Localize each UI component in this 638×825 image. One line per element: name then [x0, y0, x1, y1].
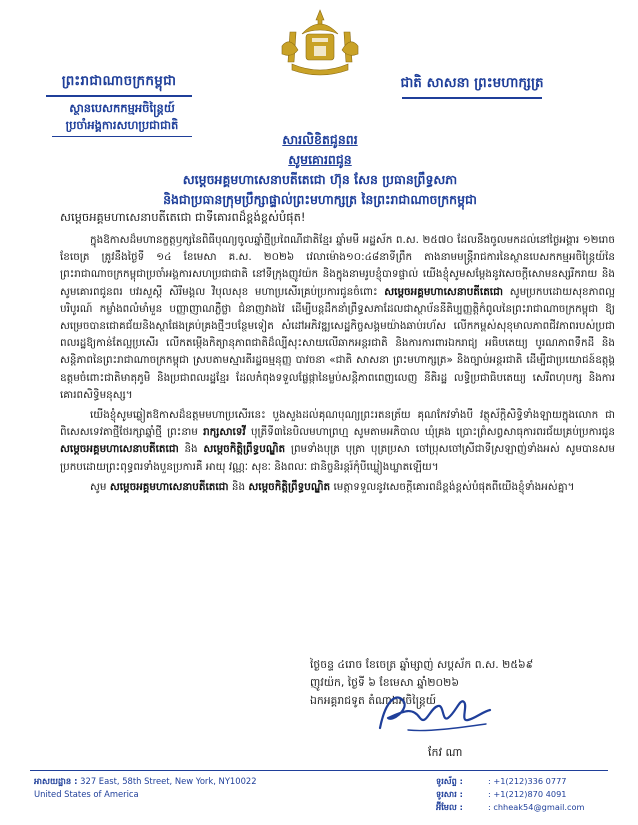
paragraph-2-text: យើងខ្ញុំសូមឆ្លៀតឱកាសដ៏ឧត្តមមហាប្រសើរនេះ បួងសួងដល់គុណបុណ្យព្រះរតនត្រ័យ គុណកែវទាំងបី វត្ថុស័ក្តិសិទ្ធិទាំងឡាយក្នុងលោក ជាពិសេសទេវតាថ្មីថែរក្សាឆ្នាំថ្មី ព្រះនាម — [60, 409, 615, 439]
email-label: អ៊ីមែល : — [436, 802, 463, 812]
tel-label: ទូរស័ព្ទ : — [436, 776, 463, 786]
place-date: ញូវយ៉ក, ថ្ងៃទី ៦ ខែមេសា ឆ្នាំ២០២៦ — [310, 676, 459, 689]
paragraph-3-tail: មេត្តាទទួលនូវសេចក្តីគោរពដ៏ខ្ពង់ខ្ពស់បំផុតពីយើងខ្ញុំទាំងអស់គ្នា។ — [333, 480, 575, 493]
letter-type-title: សារលិខិតជូនពរ — [282, 132, 358, 147]
paragraph-3-bold-2: សម្តេចកិត្តិព្រឹទ្ធបណ្ឌិត — [248, 480, 331, 493]
paragraph-2-bold: រាក្សសាទេវី — [203, 426, 246, 439]
paragraph-2-tail: ព្រមទាំងបុត្រ បុត្រា បុត្រប្រសា ចៅប្រុសចៅស្រីជាទីស្រឡាញ់ទាំងអស់ សូមបានសមប្រកបដោយព្រះពុទ្ធពរទាំងបួនប្រការគឺ អាយុ វណ្ណៈ សុខៈ និងពលៈ ជានិច្ចនិរន្តរ៍កុំបីឃ្លៀងឃ្លាតឡើយ។ — [60, 443, 615, 473]
national-motto-text: ជាតិ សាសនា ព្រះមហាក្សត្រ — [400, 75, 544, 91]
national-motto — [382, 74, 562, 99]
addressee-intro: សូមគោរពជូន — [288, 152, 352, 167]
title-block — [30, 130, 610, 210]
country-value: United States of America — [34, 789, 139, 799]
signer-name: កែវ ណា — [428, 746, 463, 759]
paragraph-3 — [60, 479, 615, 496]
address-row — [34, 775, 334, 788]
email-row — [436, 801, 632, 814]
tel-row — [436, 775, 632, 788]
signer-title: ឯកអគ្គរាជទូត តំណាងអចិន្ត្រៃយ៍ — [310, 694, 437, 707]
footer-contacts — [436, 775, 632, 814]
email-value: : chheak54@gmail.com — [488, 802, 585, 812]
kingdom-underline — [46, 95, 192, 97]
handwritten-signature — [368, 688, 498, 738]
embassy-line2: ប្រចាំអង្គការសហប្រជាជាតិ — [65, 118, 179, 132]
paragraph-1 — [60, 232, 615, 404]
paragraph-2-bold-2: សម្តេចអគ្គមហាសេនាបតីតេជោ — [60, 443, 179, 456]
letter-body — [60, 232, 615, 499]
lunar-date: ថ្ងៃចន្ទ ៤រោច ខែចេត្រ ឆ្នាំម្សាញ់ សប្តស័ក ព.ស. ២៥៦៩ — [310, 658, 534, 671]
fax-row — [436, 788, 632, 801]
addressee-name: សម្តេចអគ្គមហាសេនាបតីតេជោ ហ៊ុន សែន ប្រធានព្រឹទ្ធសភា — [182, 172, 458, 187]
paragraph-3-bold: សម្តេចអគ្គមហាសេនាបតីតេជោ — [109, 480, 229, 493]
fax-value: : +1(212)870 4091 — [488, 789, 567, 799]
paragraph-2-mid: បុត្រីទី៣នៃបិលមហាព្រហ្ម សូមតាមអភិបាល ឃុំគ្រង ប្រោះព្រំសព្វសាធុការពរជ័យគ្រប់ប្រការជូន — [250, 426, 615, 439]
paragraph-3-pre: សូម — [90, 480, 107, 493]
kingdom-name-text: ព្រះរាជាណាចក្រកម្ពុជា — [61, 73, 177, 89]
paragraph-2-and: និង — [184, 443, 198, 456]
paragraph-1-bold: សម្តេចអគ្គមហាសេនាបតីតេជោ — [384, 285, 503, 298]
tel-value: : +1(212)336 0777 — [488, 776, 567, 786]
embassy-line1: ស្ថានបេសកកម្មអចិន្ត្រៃយ៍ — [69, 101, 175, 115]
addressee-title: និងជាប្រធានក្រុមប្រឹក្សាផ្ទាល់ព្រះមហាក្សត្រ នៃព្រះរាជាណាចក្រកម្ពុជា — [163, 192, 477, 207]
address-value: 327 East, 58th Street, New York, NY10022 — [80, 776, 257, 786]
paragraph-2 — [60, 407, 615, 476]
paragraph-3-and: និង — [231, 480, 246, 493]
fax-label: ទូរសារ : — [436, 789, 463, 799]
royal-arms-emblem-icon — [272, 6, 368, 80]
footer-address — [34, 775, 334, 801]
motto-underline — [402, 97, 542, 99]
paragraph-2-bold-3: សម្តេចកិត្តិព្រឹទ្ធបណ្ឌិត — [203, 443, 286, 456]
kingdom-name — [40, 72, 198, 97]
paragraph-1-tail: សូមប្រកបដោយសុខភាពល្អ បរិបូរណ៍ កម្លាំងពលំមាំមួន បញ្ញាញាណភ្លឺថ្លា ជំនាញវាងវៃ ដើម្បីបន្តដឹកនាំព្រឹទ្ធសភាដែលជាស្ថាប័ននីតិប្បញ្ញត្តិកំពូលនៃព្រះរាជាណាចក្រកម្ពុជា ឱ្យសម្រេចបានជោគជ័យនិងស្ថាផែងគ្រប់គ្រងថ្មីៗបន្ថែមទៀត សំដៅអភិវឌ្ឍសេដ្ឋកិច្ចសង្គមយ៉ាងឆាប់រហ័ស លើកកម្ពស់សុខុមាលភាពជីវភាពរបស់ប្រជាពលរដ្ឋឱ្យកាន់តែល្អប្រសើរ លើកតម្កើងកិត្យានុភាពជាតិដ៏ល្បីសុះសាយលើឆាកអន្តរជាតិ និងការការពារឯករាជ្យ អធិបតេយ្យ បូរណភាពទឹកដី និងសន្តិភាពនៃព្រះរាជាណាចក្រកម្ពុជា ស្របតាមស្មារតីរដ្ឋធម្មនុញ្ញ បាវចនា «ជាតិ សាសនា ព្រះមហាក្សត្រ» និងច្បាប់អន្តរជាតិ ដើម្បីជាប្រយោជន៍ឧត្តុង្គឧត្តមចំពោះជាតិមាតុភូមិ និងប្រជាពលរដ្ឋខ្មែរ ដែលកំពុងទទួលផ្លែផ្កានៃម្លប់សន្តិភាពពេញលេញ នីតិរដ្ឋ លទ្ធិប្រជាធិបតេយ្យ សេរីពហុបក្ស និងការគោរពសិទ្ធិមនុស្ស។ — [60, 285, 616, 401]
paragraph-1-text: ក្នុងឱកាសដ៏មហានក្ខត្តឫក្សនៃពិធីបុណ្យចូលឆ្នាំថ្មីប្រពៃណីជាតិខ្មែរ ឆ្នាំមមី អដ្ឋស័ក ព.ស. ២៥៧០ ដែលនឹងចូលមកដល់នៅថ្ងៃអង្គារ ១២រោច ខែចេត្រ ត្រូវនឹងថ្ងៃទី ១៤ ខែមេសា គ.ស. ២០២៦ វេលាម៉ោង១០:៤៨នាទីព្រឹក តាងនាមមន្ត្រីរាជការនៃស្ថានបេសកកម្មអចិន្ត្រៃយ៍នៃព្រះរាជាណាចក្រកម្ពុជាប្រចាំអង្គការសហប្រជាជាតិ នៅទីក្រុងញូវយ៉ក និងក្នុងនាមរូបខ្ញុំបាទផ្ទាល់ យើងខ្ញុំសូមសម្តែងនូវសេចក្តីសោមនស្សរីករាយ និងសូមគោរពជូនពរ បវរសួស្តី សិរីមង្គល វិបុលសុខ មហាប្រសើរគ្រប់ប្រការជូនចំពោះ — [60, 234, 615, 298]
salutation: សម្តេចអគ្គមហាសេនាបតីតេជោ ជាទីគោរពដ៏ខ្ពង់ខ្ពស់បំផុត! — [60, 210, 306, 224]
address-label: អាសយដ្ឋាន : — [34, 776, 78, 786]
footer-divider — [30, 770, 608, 771]
